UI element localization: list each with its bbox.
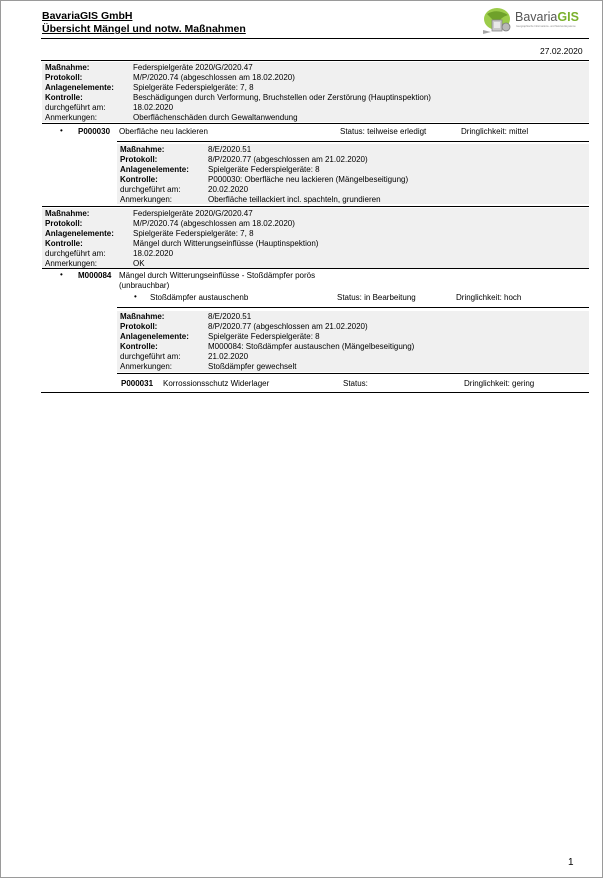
page-number: 1 (568, 857, 574, 868)
anmerkungen-value: Oberfläche teillackiert incl. spachteln, grundieren (208, 195, 381, 204)
label-protokoll: Protokoll: (120, 322, 158, 331)
report-date: 27.02.2020 (540, 46, 583, 56)
row-divider (42, 268, 589, 269)
label-kontrolle: Kontrolle: (120, 175, 158, 184)
bullet-icon: • (134, 292, 137, 301)
defect-text-line2: (unbrauchbar) (119, 281, 170, 290)
measure-status: Status: in Bearbeitung (337, 293, 416, 302)
label-massnahme: Maßnahme: (120, 145, 165, 154)
protokoll-value: 8/P/2020.77 (abgeschlossen am 21.02.2020) (208, 155, 368, 164)
anlagenelemente-value: Spielgeräte Federspielgeräte: 7, 8 (133, 229, 254, 238)
durchgefuehrt-value: 21.02.2020 (208, 352, 249, 361)
label-anmerkungen: Anmerkungen: (45, 259, 98, 268)
massnahme-value: Federspielgeräte 2020/G/2020.47 (133, 209, 253, 218)
label-anlagenelemente: Anlagenelemente: (120, 332, 189, 341)
section-divider (41, 60, 589, 61)
measure-urgency: Dringlichkeit: mittel (461, 127, 529, 136)
anlagenelemente-value: Spielgeräte Federspielgeräte: 8 (208, 332, 320, 341)
company-logo (479, 6, 589, 36)
header-divider (41, 38, 589, 39)
label-durchgefuehrt: durchgeführt am: (120, 352, 181, 361)
anmerkungen-value: OK (133, 259, 145, 268)
label-anmerkungen: Anmerkungen: (120, 195, 173, 204)
measure-status: Status: (343, 379, 368, 388)
measure-urgency: Dringlichkeit: hoch (456, 293, 522, 302)
durchgefuehrt-value: 18.02.2020 (133, 249, 174, 258)
sub-divider (117, 141, 589, 142)
durchgefuehrt-value: 18.02.2020 (133, 103, 174, 112)
label-kontrolle: Kontrolle: (45, 93, 83, 102)
protokoll-value: M/P/2020.74 (abgeschlossen am 18.02.2020) (133, 73, 295, 82)
row-divider (42, 123, 589, 124)
label-kontrolle: Kontrolle: (120, 342, 158, 351)
label-anlagenelemente: Anlagenelemente: (45, 229, 114, 238)
anmerkungen-value: Stoßdämpfer gewechselt (208, 362, 297, 371)
defect-text-line1: Mängel durch Witterungseinflüsse - Stoßdämpfer porös (119, 271, 316, 280)
section-divider (42, 206, 589, 207)
anmerkungen-value: Oberflächenschäden durch Gewaltanwendung (133, 113, 298, 122)
kontrolle-value: Mängel durch Witterungseinflüsse (Hauptinspektion) (133, 239, 319, 248)
logo-wordmark: BavariaGIS (515, 10, 579, 24)
report-title: Übersicht Mängel und notw. Maßnahmen (42, 23, 246, 35)
company-name: BavariaGIS GmbH (42, 10, 133, 22)
label-anlagenelemente: Anlagenelemente: (120, 165, 189, 174)
label-kontrolle: Kontrolle: (45, 239, 83, 248)
protokoll-value: M/P/2020.74 (abgeschlossen am 18.02.2020) (133, 219, 295, 228)
protokoll-value: 8/P/2020.77 (abgeschlossen am 21.02.2020) (208, 322, 368, 331)
defect-code: M000084 (78, 271, 112, 280)
measure-block-2 (42, 208, 589, 268)
massnahme-value: 8/E/2020.51 (208, 312, 252, 321)
sub-divider (117, 307, 589, 308)
label-massnahme: Maßnahme: (45, 209, 90, 218)
logo-tagline: Geographische Informations- und Netzwerksysteme (516, 25, 576, 28)
massnahme-value: Federspielgeräte 2020/G/2020.47 (133, 63, 253, 72)
measure-status: Status: teilweise erledigt (340, 127, 427, 136)
label-durchgefuehrt: durchgeführt am: (45, 249, 106, 258)
kontrolle-value: M000084: Stoßdämpfer austauschen (Mängelbeseitigung) (208, 342, 415, 351)
measure-text: Stoßdämpfer austauschenb (150, 293, 249, 302)
label-durchgefuehrt: durchgeführt am: (120, 185, 181, 194)
bullet-icon: • (60, 126, 63, 135)
anlagenelemente-value: Spielgeräte Federspielgeräte: 8 (208, 165, 320, 174)
measure-urgency: Dringlichkeit: gering (464, 379, 535, 388)
anlagenelemente-value: Spielgeräte Federspielgeräte: 7, 8 (133, 83, 254, 92)
label-anmerkungen: Anmerkungen: (45, 113, 98, 122)
label-anlagenelemente: Anlagenelemente: (45, 83, 114, 92)
execution-block-2 (117, 311, 589, 372)
kontrolle-value: P000030: Oberfläche neu lackieren (Mängelbeseitigung) (208, 175, 409, 184)
bullet-icon: • (60, 270, 63, 279)
kontrolle-value: Beschädigungen durch Verformung, Bruchstellen oder Zerstörung (Hauptinspektion) (133, 93, 431, 102)
massnahme-value: 8/E/2020.51 (208, 145, 252, 154)
measure-code: P000031 (121, 379, 154, 388)
execution-block-1 (117, 144, 589, 204)
label-protokoll: Protokoll: (45, 73, 83, 82)
label-massnahme: Maßnahme: (45, 63, 90, 72)
measure-block-1 (42, 62, 589, 122)
measure-code: P000030 (78, 127, 111, 136)
label-protokoll: Protokoll: (45, 219, 83, 228)
measure-text: Oberfläche neu lackieren (119, 127, 208, 136)
report-end-divider (41, 392, 589, 393)
label-anmerkungen: Anmerkungen: (120, 362, 173, 371)
sub-divider (117, 373, 589, 374)
logo-mark-icon (479, 6, 513, 36)
measure-text: Korrossionsschutz Widerlager (163, 379, 270, 388)
label-durchgefuehrt: durchgeführt am: (45, 103, 106, 112)
label-protokoll: Protokoll: (120, 155, 158, 164)
label-massnahme: Maßnahme: (120, 312, 165, 321)
durchgefuehrt-value: 20.02.2020 (208, 185, 249, 194)
